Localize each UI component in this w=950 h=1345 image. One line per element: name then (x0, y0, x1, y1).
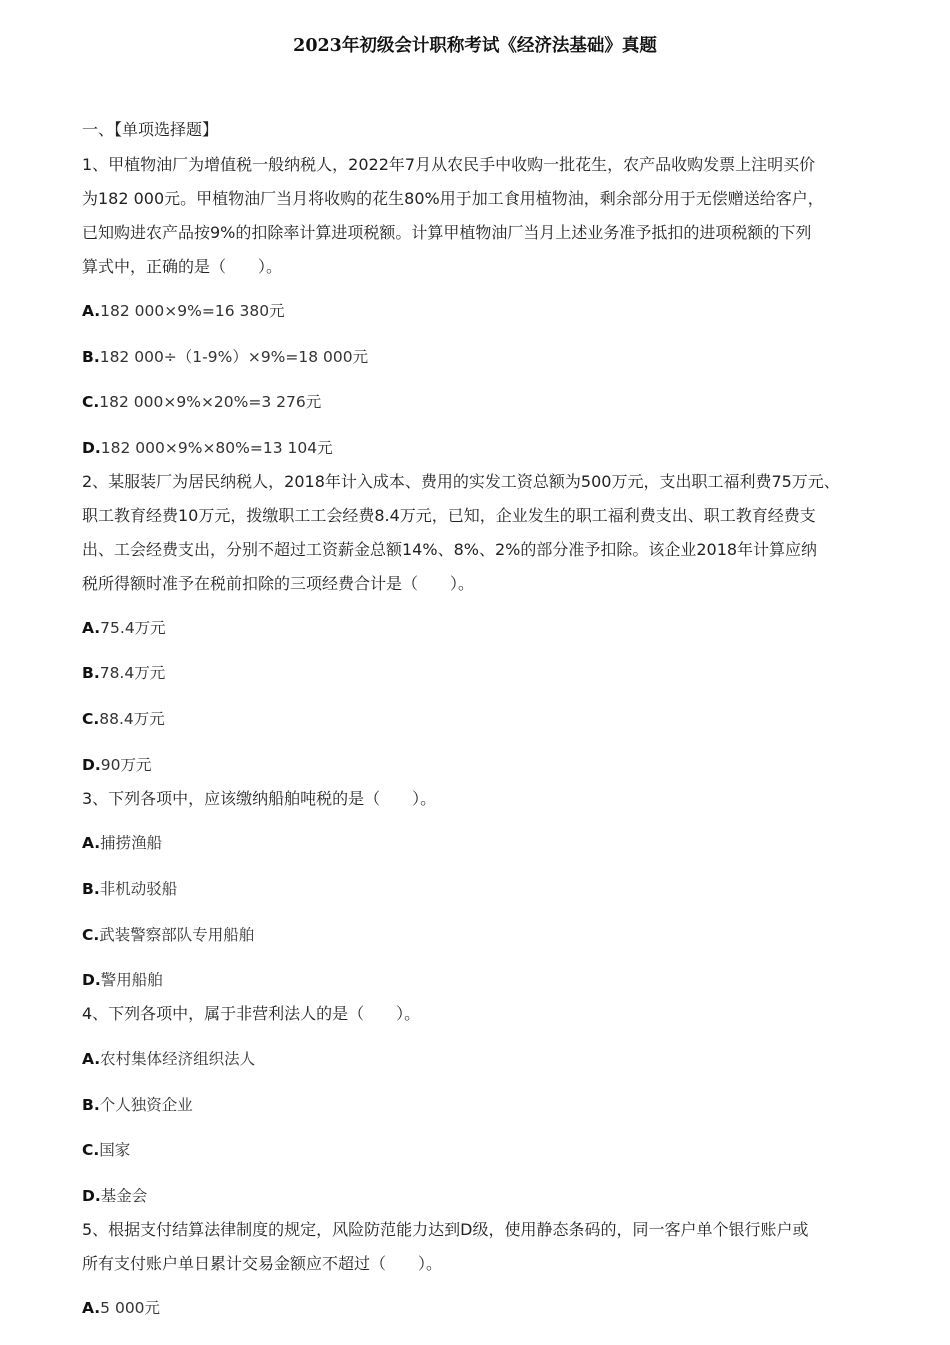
option-text: 农村集体经济组织法人 (100, 1050, 256, 1068)
option-text: 182 000×9%×80%=13 104元 (100, 439, 333, 457)
question-text-line: 4、下列各项中，属于非营利法人的是（ ）。 (82, 1004, 421, 1023)
option-a (82, 832, 162, 854)
option-letter: B. (82, 880, 100, 898)
option-c (82, 924, 254, 946)
option-text: 182 000÷（1-9%）×9%=18 000元 (99, 348, 369, 366)
option-d (82, 437, 333, 459)
option-text: 个人独资企业 (99, 1096, 193, 1114)
question-text-line: 所有支付账户单日累计交易金额应不超过（ ）。 (82, 1254, 443, 1273)
question-text-line: 2、某服装厂为居民纳税人，2018年计入成本、费用的实发工资总额为500万元，支出职工福利费75万元、 (82, 472, 840, 491)
option-letter: D. (82, 756, 101, 774)
option-text: 捕捞渔船 (100, 834, 163, 852)
option-letter: B. (82, 664, 100, 682)
option-letter: B. (82, 348, 100, 366)
question-text-line: 职工教育经费10万元，拨缴职工工会经费8.4万元，已知，企业发生的职工福利费支出、职工教育经费支 (82, 506, 816, 525)
option-c (82, 708, 165, 730)
question-text-line: 为182 000元。甲植物油厂当月将收购的花生80%用于加工食用植物油，剩余部分用于无偿赠送给客户， (82, 189, 824, 208)
option-text: 非机动驳船 (99, 880, 178, 898)
option-a (82, 1297, 160, 1319)
option-c (82, 1139, 130, 1161)
question-text-line: 算式中，正确的是（ ）。 (82, 257, 283, 276)
option-b (82, 346, 368, 368)
option-letter: A. (82, 1050, 101, 1068)
question-text-line: 5、根据支付结算法律制度的规定，风险防范能力达到D级，使用静态条码的，同一客户单个银行账户或 (82, 1220, 809, 1239)
option-text: 78.4万元 (99, 664, 166, 682)
option-letter: C. (82, 1141, 100, 1159)
option-b (82, 662, 165, 684)
section-heading: 一、【单项选择题】 (82, 120, 219, 139)
option-text: 88.4万元 (99, 710, 165, 728)
option-text: 90万元 (100, 756, 152, 774)
option-d (82, 1185, 147, 1207)
option-text: 75.4万元 (100, 619, 166, 637)
option-letter: D. (82, 439, 101, 457)
option-a (82, 1048, 255, 1070)
option-text: 基金会 (100, 1187, 148, 1205)
option-letter: C. (82, 393, 100, 411)
option-b (82, 1094, 193, 1116)
option-d (82, 754, 152, 776)
option-text: 武装警察部队专用船舶 (99, 926, 255, 944)
option-letter: A. (82, 1299, 101, 1317)
option-b (82, 878, 177, 900)
option-letter: D. (82, 1187, 101, 1205)
option-letter: A. (82, 302, 101, 320)
option-letter: B. (82, 1096, 100, 1114)
option-c (82, 391, 321, 413)
option-d (82, 969, 163, 991)
question-text-line: 1、甲植物油厂为增值税一般纳税人，2022年7月从农民手中收购一批花生，农产品收购发票上注明买价 (82, 155, 816, 174)
page-title: 2023年初级会计职称考试《经济法基础》真题 (293, 36, 657, 56)
question-text-line: 出、工会经费支出，分别不超过工资薪金总额14%、8%、2%的部分准予扣除。该企业2018年计算应纳 (82, 540, 818, 559)
option-letter: A. (82, 619, 101, 637)
question-text-line: 税所得额时准予在税前扣除的三项经费合计是（ ）。 (82, 574, 475, 593)
option-letter: C. (82, 926, 100, 944)
option-letter: D. (82, 971, 101, 989)
option-text: 182 000×9%×20%=3 276元 (99, 393, 322, 411)
question-text-line: 3、下列各项中，应该缴纳船舶吨税的是（ ）。 (82, 789, 437, 808)
option-text: 5 000元 (100, 1299, 161, 1317)
option-text: 国家 (99, 1141, 131, 1159)
option-letter: A. (82, 834, 101, 852)
option-text: 182 000×9%=16 380元 (100, 302, 285, 320)
option-text: 警用船舶 (100, 971, 163, 989)
option-letter: C. (82, 710, 100, 728)
question-text-line: 已知购进农产品按9%的扣除率计算进项税额。计算甲植物油厂当月上述业务准予抵扣的进项税额的下列 (82, 223, 812, 242)
option-a (82, 617, 166, 639)
option-a (82, 300, 285, 322)
